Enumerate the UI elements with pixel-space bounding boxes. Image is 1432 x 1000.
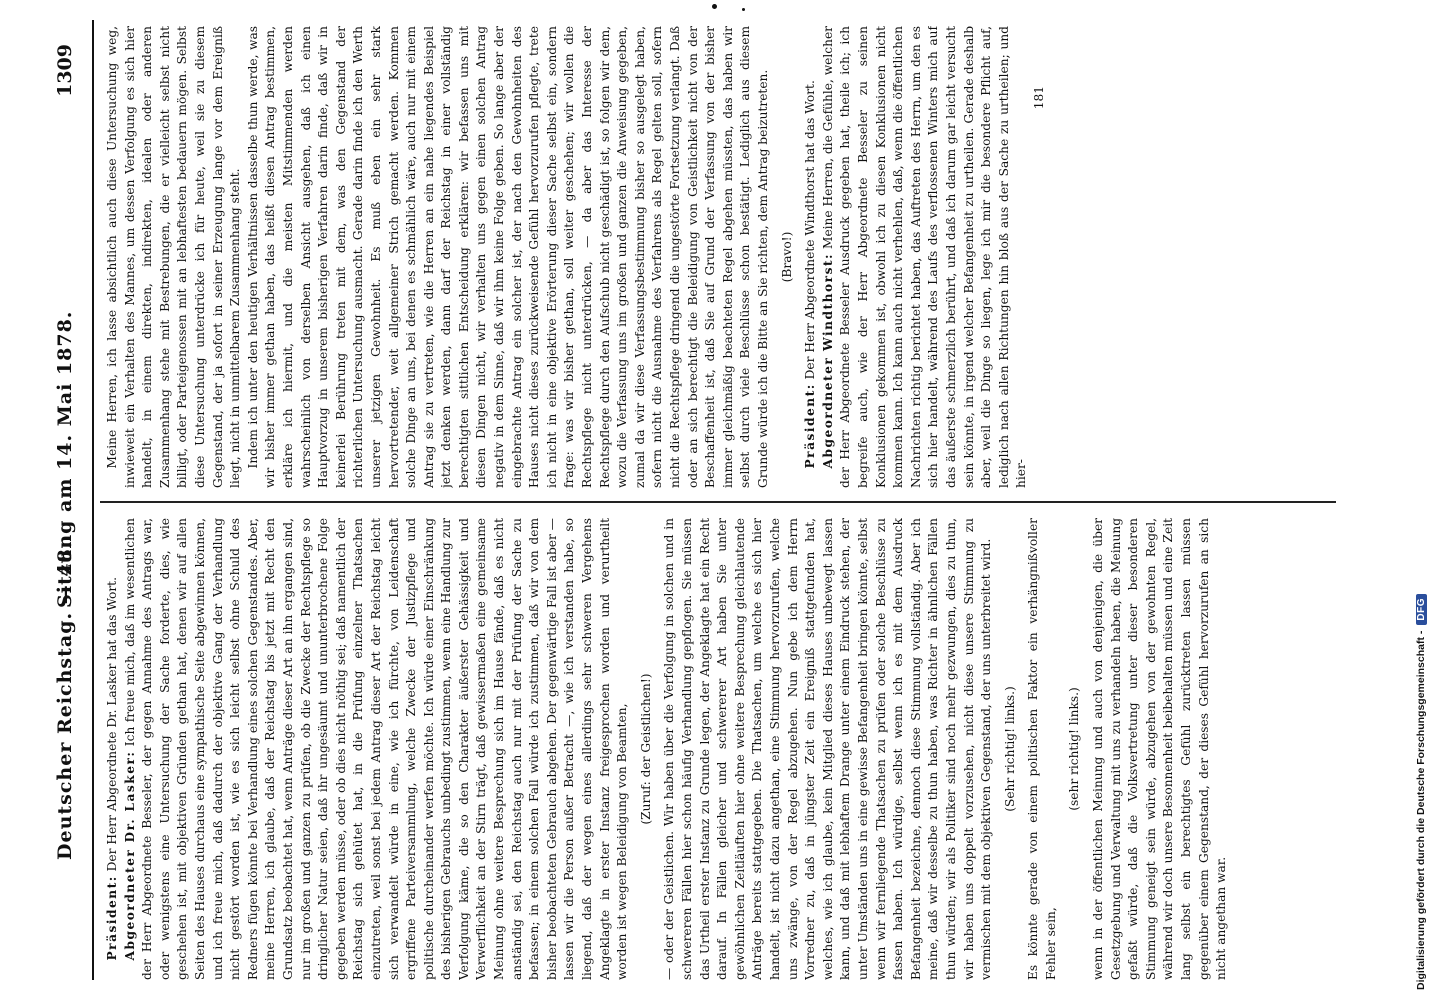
rotated-page <box>46 20 1346 980</box>
body-paragraph: Indem ich unter den heutigen Verhältnissen dasselbe thun werde, was wir bisher immer gethan haben, das heißt diesen Antrag bestimmen, erkläre ich hiermit, und die meisten Mitstimmenden werden wahrscheinlich von derselben Ansicht ausgehen, daß ich einen Hauptvorzug in unserem bisherigen Verfahren darin finde, daß wir in keinerlei Berührung treten mit dem, was den Gegenstand der richterlichen Untersuchung ausmacht. Gerade darin finde ich den Werth unserer jetzigen Gewohnheit. Es muß eben ein sehr stark hervortretender, weit allgemeiner Strich gemacht werden. Kommen solche Dinge an uns, bei denen es schmählich wäre, auch nur mit einem Antrag sie zu vertreten, wie die Herren an ein nahe liegendes Beispiel jetzt denken werden, dann darf der Reichstag in einer vollständig berechtigten sittlichen Entscheidung erklären: wir befassen uns mit diesen Dingen nicht, wir verhalten uns gegen einen solchen Antrag negativ in dem Sinne, daß wir ihm keine Folge geben. So lange aber der eingebrachte Antrag ein solcher ist, der nach den Gewohnheiten des Hauses nicht dieses zurückweisende Gefühl hervorzurufen pflegte, trete ich nicht in eine objektive Erörterung dieser Sache selbst ein, sondern frage: was wir bisher gethan, soll weiter geschehen; wir wollen die Rechtspflege nicht unterdrücken, — da aber das Interesse der Rechtspflege durch den Aufschub nicht geschädigt ist, so folgen wir dem, wozu die Verfassung uns im großen und ganzen die Anweisung gegeben, zumal da wir diese Verfassungsbestimmung bisher so ausgelegt haben, sofern nicht die Ausnahme des Verfahrens als Regel gelten soll, sofern nicht die Rechtspflege dringend die ungestörte Fortsetzung verlangt. Daß oder an sich berechtigt die Beleidigung von Geistlichkeit nicht von der Beschaffenheit ist, daß Sie auf Grund der Verfassung von der bisher immer gleichmäßig beachteten Regel abgehen müssten, das haben wir selbst durch viele Beschlüsse schon bestätigt. Lediglich aus diesem Grunde würde ich die Bitte an Sie richten, dem Antrag beizutreten. <box>245 26 770 488</box>
speech-paragraph <box>820 26 1031 488</box>
running-head-left: Deutscher Reichstag. — 48. <box>54 540 76 860</box>
digitization-footer <box>1413 0 1432 1000</box>
left-column <box>104 518 1334 980</box>
speech-paragraph <box>122 518 632 980</box>
scan-speck <box>742 8 745 11</box>
speech-paragraph <box>104 518 122 980</box>
session-date: Sitzung am 14. Mai 1878. <box>54 310 76 608</box>
column-rule <box>100 501 1336 503</box>
speech-paragraph <box>802 26 820 488</box>
body-paragraph: Es könnte gerade von einem politischen Faktor ein verhängnißvoller Fehler sein, <box>1026 518 1058 980</box>
interjection: (sehr richtig! links.) <box>1067 687 1082 811</box>
interjection: (Zuruf: der Geistlichen!) <box>638 673 653 825</box>
body-paragraph: wenn in der öffentlichen Meinung und auch von denjenigen, die über Gesetzgebung und Verwaltung mit uns zu verhandeln haben, die Meinung gefaßt würde, daß die Volksvertretung unter dieser besonderen Stimmung geneigt sein würde, abzugehen von der gewohnten Regel, während wir doch unsere Besonnenheit beibehalten müssen und eine Zeit lang selbst ein berechtigtes Gefühl zurücktreten lassen müssen gegenüber einem Gegenstand, der dieses Gefühl hervorzurufen an sich nicht angethan war. <box>1091 518 1229 980</box>
speech-text: Meine Herren, die Gefühle, welcher der Herr Abgeordnete Besseler Ausdruck gegeben hat, theile ich; ich begreife auch, wie der Herr Abgeordnete Besseler zu seinen Konklusionen gekommen ist, obwohl ich zu diesen Konklusionen nicht kommen kann. Ich kann auch nicht verhehlen, daß, wenn die öffentlichen Nachrichten richtig berichtet haben, das Auftreten des Herrn, um den es sich hier handelt, während des Laufs des verflossenen Winters mich auf das äußerste schmerzlich berührt, und daß ich darum gar leicht versucht sein könnte, in irgend welcher Befangenheit zu urtheilen. Gerade deshalb aber, weil die Dinge so liegen, lege ich mir die besondere Pflicht auf, lediglich nach allen Richtungen hin bloß aus der Sache zu urtheilen; und hier- <box>820 26 1029 488</box>
speech-text: Der Herr Abgeordnete Windthorst hat das Wort. <box>803 80 818 384</box>
body-paragraph: Meine Herren, ich lasse absichtlich auch diese Untersuchung weg, inwieweit ein Verhalten des Mannes, um dessen Verfolgung es sich hier handelt, in einem direkten, indirekten, idealen oder anderen Zusammenhang stehe mit Bestrebungen, die er vielleicht selbst nicht billigt, oder Parteigenossen mit an lebhaftesten bedauern mögen. Selbst diese Untersuchung unterdrücke ich für heute, weil sie zu diesem Gegenstand, der ja sofort in seiner Erzeugung lange vor dem Ereigniß liegt, nicht in unmittelbarem Zusammenhang steht. <box>105 26 243 488</box>
page-number: 1309 <box>54 44 76 97</box>
body-paragraph: — oder der Geistlichen. Wir haben über die Verfolgung in solchen und in schwereren Fällen hier schon häufig Verhandlung gepflogen. Sie müssen das Urtheil erster Instanz zu Grunde legen, der Angeklagte hat ein Recht darauf. In Fällen gleicher und schwererer Art haben Sie unter gewöhnlichen Zeitläuften hier ohne weitere Besprechung gleichlautende Anträge bereits stattgegeben. Die Thatsachen, um welche es sich hier handelt, ist nicht dazu angethan, eine Stimmung hervorzurufen, welche uns zwänge, von der Regel abzugehen. Nun gebe ich dem Herrn Vorredner zu, daß in jüngster Zeit ein Ereigniß stattgefunden hat, welches, wie ich glaube, kein Mitglied dieses Hauses unbewegt lassen kann, und daß mit lebhaftem Drange unter einem Eindruck stehen, der unter Umständen uns in eine gewisse Befangenheit bringen könnte, selbst wenn wir fernliegende Thatsachen zu prüfen oder solche Beschlüsse zu fassen haben. Ich würdige, selbst wenn ich es mit dem Ausdruck Befangenheit bezeichne, dennoch diese Stimmung vollständig. Aber ich meine, daß wir desselbe zu thun haben, was Richter in ähnlichen Fällen thun würden; wir als Politiker sind noch mehr gezwungen, dies zu thun, wir haben uns doppelt vorzusehen, nicht diese unsere Stimmung zu vermischen mit dem objektiven Gegenstand, der uns unterbreitet wird. <box>662 518 994 980</box>
speaker-name: Präsident: <box>105 875 119 961</box>
speaker-name: Abgeordneter Dr. Lasker: <box>122 750 137 961</box>
interjection: (Bravo!) <box>779 231 794 283</box>
speaker-name: Präsident: <box>803 383 818 469</box>
right-column <box>104 26 1334 488</box>
scan-speck <box>712 4 717 9</box>
signature-mark: 181 <box>1031 86 1046 110</box>
dfg-logo: DFG <box>1416 594 1427 625</box>
speaker-name: Abgeordneter Windthorst: <box>820 252 835 469</box>
page-header <box>46 20 94 980</box>
dfg-credit: Digitalisierung gefördert durch die Deutsche Forschungsgemeinschaft - <box>1415 630 1427 990</box>
speech-text: Der Herr Abgeordnete Dr. Lasker hat das Wort. <box>105 577 119 876</box>
speech-text: Ich freue mich, daß im wesentlichen der Herr Abgeordnete Besseler, der gegen Annahme des Antrags war, oder wenigstens eine Untersuchung der Sache forderte, dies, wie geschehen ist, mit objektiven Gründen gethan hat, denen wir auf allen Seiten des Hauses durchaus eine sympathische Seite abgewinnen können, und ich freue mich, daß dadurch der objektive Gang der Verhandlung nicht gestört worden ist, wie es sich leicht selbst ohne Schuld des Redners fügen könnte bei Verhandlung eines solchen Gegenstandes. Aber, meine Herren, ich glaube, daß der Reichstag bis jetzt mit Recht den Grundsatz beobachtet hat, wenn Anträge dieser Art an ihn ergangen sind, nur im großen und ganzen zu prüfen, ob die Zwecke der Rechtspflege so dringlicher Natur seien, daß ihr ungesäumt und ununterbrochene Folge gegeben werden müsse, oder ob dies nicht nöthig sei; daß namentlich der Reichstag sich gehütet hat, in die Prüfung einzelner Thatsachen einzutreten, weil sonst bei jedem Antrag dieser Art der Reichstag leicht sich verwandelt würde in eine, wie ich fürchte, von Leidenschaft ergriffene Parteiversammlung, welche Zwecke der Justizpflege und politische durcheinander werfen möchte. Ich würde einer Einschränkung des bisherigen Gebrauchs unbedingt zustimmen, wenn eine Handlung zur Verfolgung käme, die so den Charakter äußerster Gehässigkeit und Verwerflichkeit an der Stirn trägt, daß gewissermaßen eine gemeinsame Meinung ohne weitere Besprechung sich im Hause fände, daß es nicht anständig sei, den Reichstag auch nur mit der Prüfung der Sache zu befassen; in einem solchen Fall würde ich zustimmen, daß wir von dem bisher beobachteten Gebrauch abgehen. Der gegenwärtige Fall ist aber — lassen wir die Person außer Betracht —, wie ich verstanden habe, so liegend, daß der wegen eines allerdings sehr schweren Vergehens Angeklagte in erster Instanz freigesprochen worden und verurtheilt worden ist wegen Beleidigung von Beamten, <box>122 518 630 980</box>
interjection: (Sehr richtig! links.) <box>1002 686 1017 812</box>
